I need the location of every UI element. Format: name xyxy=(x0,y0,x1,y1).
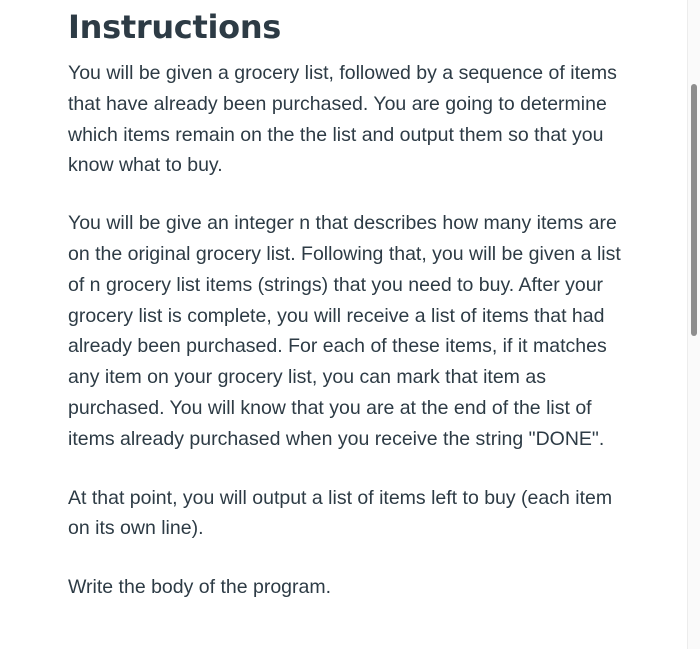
instruction-paragraph-input: You will be give an integer n that describes how many items are on the original grocery list. Following that, you will be given a list of n grocery list items (strings) that you need to buy. After your grocery list is complete, you will receive a list of items that had already been purchased. For each of these items, if it matches any item on your grocery list, you can mark that item as purchased. You will know that you are at the end of the list of items already purchased when you receive the string "DONE". xyxy=(68,212,621,450)
vertical-scrollbar[interactable] xyxy=(687,0,700,649)
instruction-paragraph-overview: You will be given a grocery list, followed by a sequence of items that have already been purchased. You are going to determine which items remain on the the list and output them so that you know what to buy. xyxy=(68,62,617,177)
instructions-panel xyxy=(68,6,638,603)
page-title: Instructions xyxy=(68,8,282,46)
instruction-paragraph-task: Write the body of the program. xyxy=(68,576,332,599)
scrollbar-thumb[interactable] xyxy=(691,84,697,336)
instruction-paragraph-output: At that point, you will output a list of items left to buy (each item on its own line). xyxy=(68,486,613,540)
